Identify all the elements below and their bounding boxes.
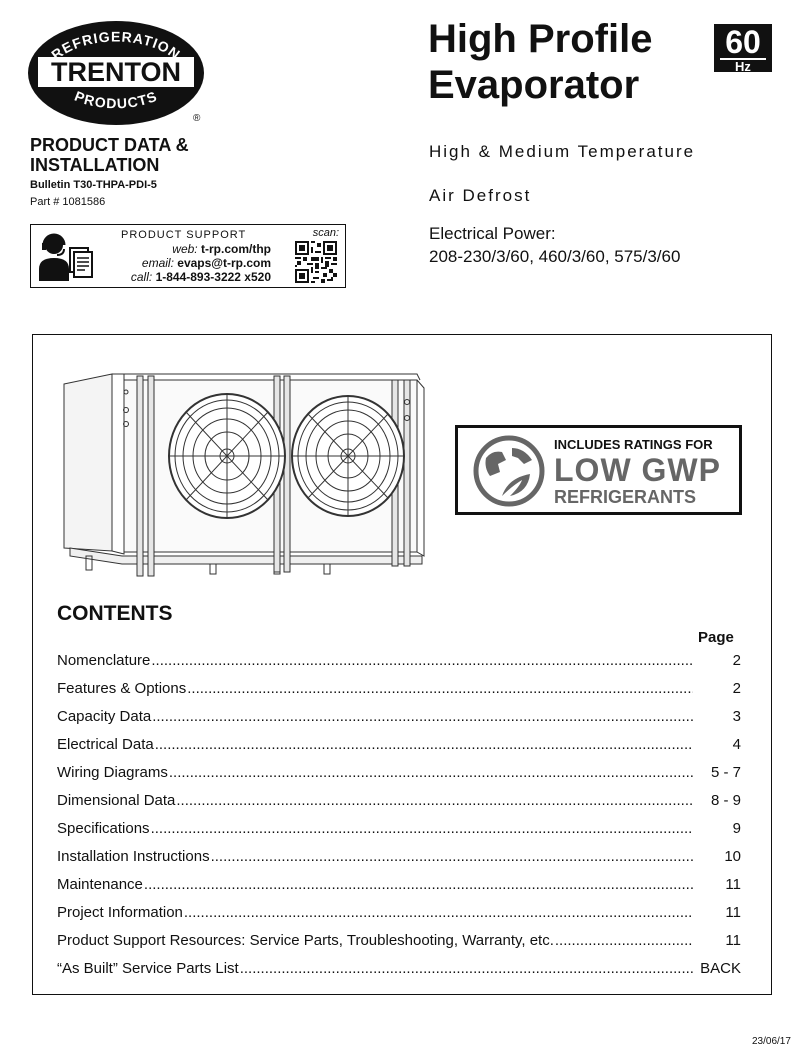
part-number xyxy=(30,196,105,208)
toc-label: Features & Options xyxy=(57,680,187,697)
badge-line1: INCLUDES RATINGS FOR xyxy=(554,437,713,452)
toc-page: 11 xyxy=(725,876,741,893)
revision-date: 23/06/17 xyxy=(752,1036,791,1047)
web-link[interactable]: t-rp.com/thp xyxy=(201,242,271,256)
toc-label: “As Built” Service Parts List xyxy=(57,960,239,977)
trenton-logo xyxy=(26,20,206,126)
support-phone[interactable] xyxy=(131,270,271,284)
hz-number: 60 xyxy=(725,24,761,60)
toc-page: 5 - 7 xyxy=(710,764,741,781)
page-title xyxy=(428,16,652,108)
qr-code-icon[interactable] xyxy=(295,241,337,283)
registered-mark: ® xyxy=(193,113,201,124)
toc-page: 3 xyxy=(732,708,741,725)
product-data-heading xyxy=(30,135,189,175)
toc-item-support-resources[interactable] xyxy=(57,932,741,960)
toc-label: Wiring Diagrams xyxy=(57,764,168,781)
temperature-spec: High & Medium Temperature xyxy=(429,142,696,161)
part-value: 1081586 xyxy=(62,196,106,208)
email-label: email: xyxy=(141,256,174,270)
bulletin-number: Bulletin T30-THPA-PDI-5 xyxy=(30,179,157,191)
logo-bottom-text: PRODUCTS xyxy=(72,87,160,112)
toc-page: 2 xyxy=(732,652,741,669)
toc-item-wiring[interactable] xyxy=(57,764,741,792)
scan-label: scan: xyxy=(312,227,339,239)
toc-item-maintenance[interactable] xyxy=(57,876,741,904)
low-gwp-badge xyxy=(455,425,742,515)
part-label: Part # xyxy=(30,196,60,208)
toc-item-electrical[interactable] xyxy=(57,736,741,764)
globe-leaf-icon xyxy=(472,434,546,508)
toc-page: 11 xyxy=(725,932,741,949)
title-line2: Evaporator xyxy=(428,63,640,107)
product-heading-line2: INSTALLATION xyxy=(30,155,160,175)
toc-item-features[interactable] xyxy=(57,680,741,708)
table-of-contents xyxy=(57,652,741,988)
toc-page: BACK xyxy=(700,960,741,977)
toc-label: Dimensional Data xyxy=(57,792,176,809)
toc-label: Specifications xyxy=(57,820,150,837)
toc-label: Maintenance xyxy=(57,876,143,893)
toc-label: Installation Instructions xyxy=(57,848,210,865)
logo-main-text: TRENTON xyxy=(50,57,182,87)
defrost-spec: Air Defrost xyxy=(429,186,532,205)
toc-label: Nomenclature xyxy=(57,652,151,669)
support-email[interactable] xyxy=(142,256,271,270)
hz-badge xyxy=(714,24,772,72)
toc-item-specifications[interactable] xyxy=(57,820,741,848)
support-agent-icon xyxy=(37,231,93,283)
badge-line3: REFRIGERANTS xyxy=(554,487,697,507)
toc-item-nomenclature[interactable] xyxy=(57,652,741,680)
electrical-label: Electrical Power: xyxy=(429,224,556,243)
hz-unit: Hz xyxy=(720,58,766,73)
toc-item-installation[interactable] xyxy=(57,848,741,876)
phone-link[interactable]: 1-844-893-3222 x520 xyxy=(155,270,271,284)
badge-line2: LOW GWP xyxy=(554,452,721,488)
contents-heading: CONTENTS xyxy=(57,602,173,625)
product-heading-line1: PRODUCT DATA & xyxy=(30,135,189,155)
toc-page: 11 xyxy=(725,904,741,921)
title-line1: High Profile xyxy=(428,17,653,61)
call-label: call: xyxy=(130,270,153,284)
toc-label: Capacity Data xyxy=(57,708,152,725)
product-support-box xyxy=(30,224,346,288)
page-column-heading: Page xyxy=(698,629,734,646)
toc-label: Product Support Resources: Service Parts, Troubleshooting, Warranty, etc. xyxy=(57,932,554,949)
electrical-values: 208-230/3/60, 460/3/60, 575/3/60 xyxy=(429,247,681,266)
toc-page: 9 xyxy=(732,820,741,837)
email-link[interactable]: evaps@t-rp.com xyxy=(177,256,271,270)
toc-item-project[interactable] xyxy=(57,904,741,932)
toc-label: Electrical Data xyxy=(57,736,154,753)
toc-page: 4 xyxy=(732,736,741,753)
toc-item-as-built[interactable] xyxy=(57,960,741,988)
logo-top-text: REFRIGERATION xyxy=(48,28,184,63)
toc-item-dimensional[interactable] xyxy=(57,792,741,820)
toc-page: 10 xyxy=(724,848,741,865)
toc-page: 8 - 9 xyxy=(710,792,741,809)
toc-label: Project Information xyxy=(57,904,183,921)
support-header: PRODUCT SUPPORT xyxy=(121,229,247,241)
toc-page: 2 xyxy=(732,680,741,697)
evaporator-unit-illustration xyxy=(62,366,432,578)
support-web[interactable] xyxy=(172,242,271,256)
toc-item-capacity[interactable] xyxy=(57,708,741,736)
web-label: web: xyxy=(172,242,198,256)
